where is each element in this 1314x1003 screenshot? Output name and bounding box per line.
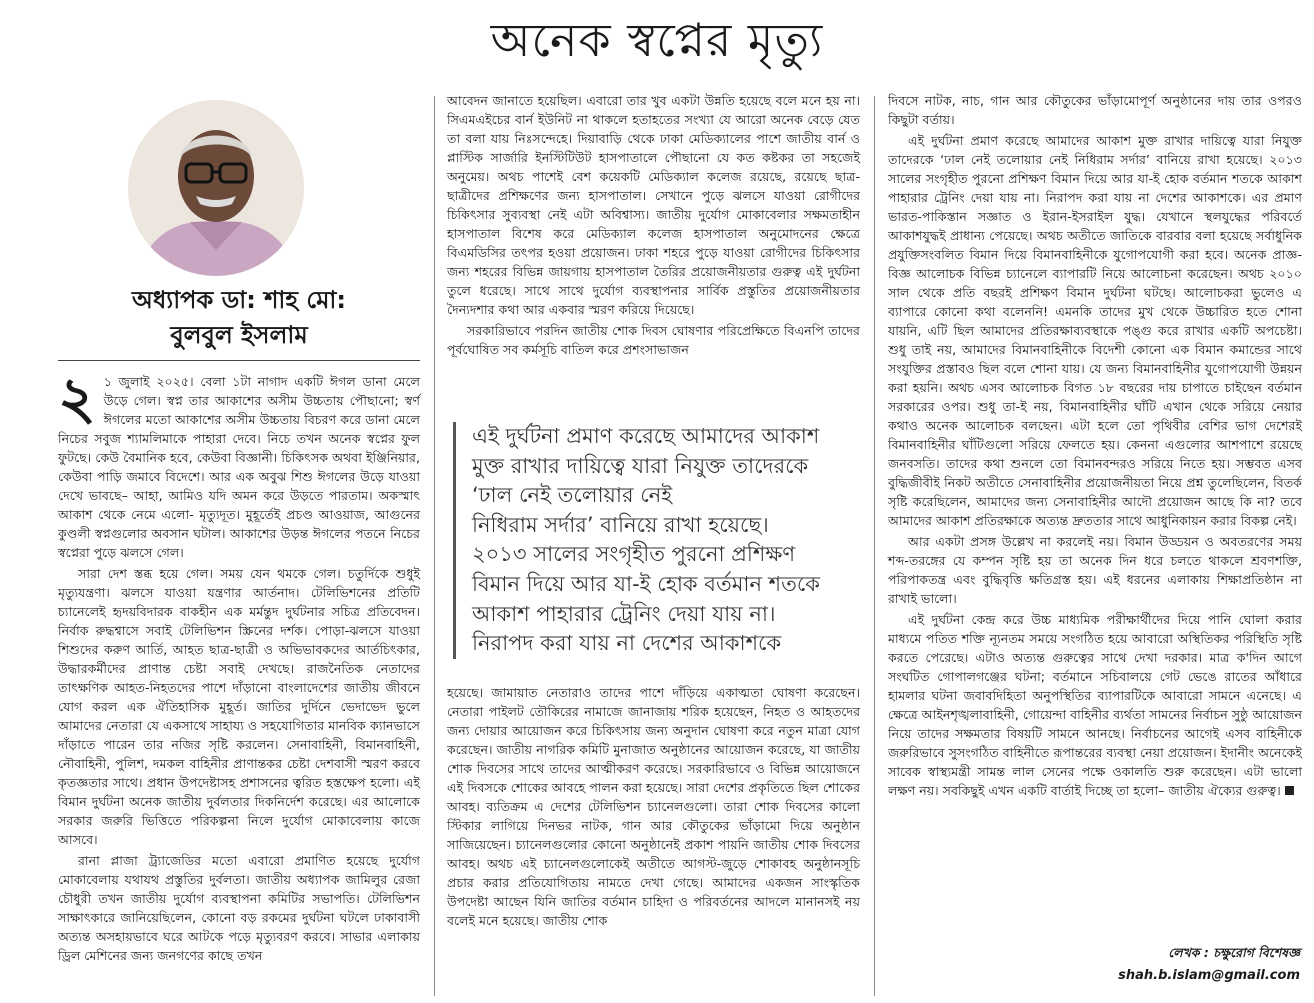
paragraph-text: এই দুর্ঘটনা কেন্দ্র করে উচ্চ মাধ্যমিক পরীক্ষার্থীদের দিয়ে পানি ঘোলা করার মাধ্যমে পতিত শক্তি ন্যূনতম সময়ে সংগঠিত হয়ে আবারো অস্থিতিকর পরিস্থিতি সৃষ্টি করতে পেরেছে। এটাও অত্যন্ত গুরুত্বের সাথে দেখা দরকার। মাত্র ক'দিন আগে সংঘটিত গোপালগঞ্জের ঘটনা; বর্তমানে সচিবালয়ে গেট ভেঙে রাতের আঁধারে হামলার ঘটনা জবাবদিহিতা অনুপস্থিতির ব্যাপারটিকে আবারো সামনে এনেছে। এ ক্ষেত্রে আইনশৃঙ্খলাবাহিনী, গোয়েন্দা বাহিনীর ব্যর্থতা সামনের নির্বাচন সুষ্ঠু আয়োজন নিয়ে তাদের সক্ষমতার বিষয়টি সামনে আনছে। নির্বাচনের আগেই এসব বাহিনীকে জরুরিভাবে সুসংগঠিত বাহিনীতে রূপান্তরের ব্যবস্থা নেয়া প্রয়োজন। ইদানীং অনেকেই সাবেক স্বাস্থ্যমন্ত্রী সামন্ত লাল সেনের পক্ষে ওকালতি শুরু করেছেন। এটা ভালো লক্ষণ নয়। সবকিছুই এখন একটি বার্তাই দিচ্ছে তা হলো– জাতীয় ঐক্যের গুরুত্ব। <box>888 612 1302 798</box>
column-divider-2 <box>874 96 875 996</box>
column-3 <box>888 91 1302 802</box>
end-mark-icon <box>1285 786 1294 795</box>
paragraph: রানা প্লাজা ট্র্যাজেডির মতো এবারো প্রমাণিত হয়েছে দুর্যোগ মোকাবেলায় যথাযথ প্রস্তুতির দুর্বলতা। জাতীয় অধ্যাপক জামিলুর রেজা চৌধুরী তখন জাতীয় দুর্যোগ ব্যবস্থাপনা কমিটির সভাপতি। টেলিভিশন সাক্ষাৎকারে জানিয়েছিলেন, কোনো বড় রকমের দুর্ঘটনা ঘটলে ঢাকাবাসী অত্যন্ত অসহায়ভাবে ঘরে আটকে পড়ে মৃত্যুবরণ করবে। সাভার এলাকায় ড্রিল মেশিনের জন্য জনগণের কাছে তখন <box>58 853 420 963</box>
column-2-top <box>447 91 860 361</box>
author-email: shah.b.islam@gmail.com <box>1118 968 1300 983</box>
paragraph: আর একটা প্রসঙ্গ উল্লেখ না করলেই নয়। বিমান উড্ডয়ন ও অবতরণের সময় শব্দ-তরঙ্গের যে কম্পন সৃষ্টি হয় তা অনেক দিন ধরে চলতে থাকলে শ্রবণশক্তি, পরিপাকতন্ত্র এবং বুদ্ধিবৃত্তি ক্ষতিগ্রস্ত হয়। এই ধরনের এলাকায় শিক্ষাপ্রতিষ্ঠান না রাখাই ভালো। <box>888 534 1302 606</box>
author-name-line2: বুলবুল ইসলাম <box>170 321 308 349</box>
column-1 <box>58 364 420 967</box>
pull-quote-line: এই দুর্ঘটনা প্রমাণ করেছে আমাদের আকাশ <box>472 424 820 448</box>
headline: অনেক স্বপ্নের মৃত্যু <box>490 13 824 67</box>
byline: লেখক : চক্ষুরোগ বিশেষজ্ঞ <box>1168 945 1300 960</box>
paragraph <box>888 610 1302 800</box>
pull-quote <box>453 422 872 659</box>
pull-quote-line: মুক্ত রাখার দায়িত্বে যারা নিযুক্ত তাদেরকে <box>472 453 809 478</box>
paragraph: হয়েছে। জামায়াত নেতারাও তাদের পাশে দাঁড়িয়ে একাত্মতা ঘোষণা করেছেন। নেতারা পাইলট তৌকিরের নামাজে জানাজায় শরিক হয়েছেন, নিহত ও আহতদের জন্য দোয়ার আয়োজন করে চিকিৎসায় জন্য অনুদান ঘোষণা করে নতুন মাত্রা যোগ করেছেন। জাতীয় নাগরিক কমিটি মুনাজাত অনুষ্ঠানের আয়োজন করেছে, যা জাতীয় শোক দিবসের সাথে তাদের আত্মীকরণ করেছে। সরকারিভাবে ও বিভিন্ন আয়োজনে এই দিবসকে শোকের আবহে পালন করা হয়েছে। সারা দেশের প্রকৃতিতে ছিল শোকের আবহ। ব্যতিক্রম এ দেশের টেলিভিশন চ্যানেলগুলো। তারা শোক দিবসের কালো স্টিকার লাগিয়ে দিনভর নাটক, গান আর কৌতুকের ভাঁড়ামো দিয়ে অনুষ্ঠান সাজিয়েছেন। চ্যানেলগুলোর কোনো অনুষ্ঠানেই প্রকাশ পায়নি জাতীয় শোক দিবসের আবহ। অথচ এই চ্যানেলগুলোকেই অতীতে আগস্ট-জুড়ে শোকাবহ অনুষ্ঠানসূচি প্রচার করার প্রতিযোগিতায় নামতে দেখা গেছে। আমাদের একজন সাংস্কৃতিক উপদেষ্টা আছেন যিনি জাতির বর্তমান চাহিদা ও পরিবর্তনের আদলে মানানসই নয় বলেই মনে হয়েছে। জাতীয় শোক <box>447 685 860 928</box>
pull-quote-line: ২০১৩ সালের সংগৃহীত পুরনো প্রশিক্ষণ <box>472 542 796 567</box>
author-photo <box>128 100 304 276</box>
paragraph: দিবসে নাটক, নাচ, গান আর কৌতুকের ভাঁড়ামোপূর্ণ অনুষ্ঠানের দায় তার ওপরও কিছুটা বর্তায়। <box>888 93 1302 127</box>
column-2-bottom <box>447 683 860 932</box>
paragraph-text: ১ জুলাই ২০২৫। বেলা ১টা নাগাদ একটি ঈগল ডানা মেলে উড়ে গেল। স্বপ্ন তার আকাশের অসীম উচ্চতায় পৌছানো; স্বর্ণ ঈগলের মতো আকাশের অসীম উচ্চতায় বিচরণ করে ডানা মেলে নিচের সবুজ শ্যামলিমাকে পাহারা দেবে। নিচে তখন অনেক স্বপ্নের ফুল ফুটছে। কেউ বৈমানিক হবে, কেউবা বিজ্ঞানী। চিকিৎসক অথবা ইঞ্জিনিয়ার, কেউবা পাড়ি জমাবে বিদেশে। আর এক অবুঝ শিশু ঈগলের উড়ে যাওয়া দেখে ভাবছে– আহা, আমিও যদি অমন করে উড়তে পারতাম। অকস্মাৎ আকাশ থেকে নেমে এলো- মৃত্যুদূত। মুহূর্তেই প্রচণ্ড আওয়াজ, আগুনের কুণ্ডলী স্বপ্নগুলোর অবসান ঘটাল। আকাশের উড়ন্ত ঈগলের পতনে নিচের স্বপ্নেরা পুড়ে ঝলসে গেল। <box>58 374 420 560</box>
pull-quote-line: ‘ঢাল নেই তলোয়ার নেই <box>472 483 673 508</box>
author-portrait-image <box>128 100 304 276</box>
author-name-line1: অধ্যাপক ডা: শাহ মো: <box>132 286 346 314</box>
paragraph <box>58 364 420 562</box>
pull-quote-line: বিমান দিয়ে আর যা-ই হোক বর্তমান শতকে <box>472 571 820 596</box>
paragraph: সরকারিভাবে পরদিন জাতীয় শোক দিবস ঘোষণার পরিপ্রেক্ষিতে বিএনপি তাদের পূর্বঘোষিত সব কর্মসূচি বাতিল করে প্রশংসাভাজন <box>447 323 860 357</box>
author-name <box>58 283 420 353</box>
author-divider <box>58 360 420 361</box>
paragraph: সারা দেশ স্তব্ধ হয়ে গেল। সময় যেন থমকে গেল। চতুর্দিকে শুধুই মৃত্যুযন্ত্রণা। ঝলসে যাওয়া যন্ত্রণার আর্তনাদ। টেলিভিশনের প্রতিটি চ্যানেলেই হৃদয়বিদারক বাকহীন এক মর্মন্তুদ দুর্ঘটনার সচিত্র প্রতিবেদন। নির্বাক রুদ্ধশ্বাসে সবাই টেলিভিশন স্ক্রিনের দর্শক। পোড়া-ঝলসে যাওয়া শিশুদের করুণ আর্তি, আহত ছাত্র-ছাত্রী ও অভিভাবকদের আর্তচিৎকার, উদ্ধারকর্মীদের প্রাণান্ত চেষ্টা সবাই দেখছে। রাজনৈতিক নেতাদের তাৎক্ষণিক আহত-নিহতদের পাশে দাঁড়ানো বাংলাদেশের জাতীয় জীবনে যোগ করল এক ঐতিহাসিক মুহূর্ত। জাতির দুর্দিনে ভেদাভেদ ভুলে আমাদের নেতারা যে একসাথে সাহায্য ও সহযোগিতার মানবিক ক্যানভাসে দাঁড়াতে পারেন তার নজির সৃষ্টি করলেন। সেনাবাহিনী, বিমানবাহিনী, নৌবাহিনী, পুলিশ, দমকল বাহিনীর প্রাণান্তকর চেষ্টা দেশবাসী স্মরণ করবে কৃতজ্ঞতার সাথে। প্রধান উপদেষ্টাসহ প্রশাসনের ত্বরিত হস্তক্ষেপ হলো। এই বিমান দুর্ঘটনা অনেক জাতীয় দুর্বলতার দিকনির্দেশ করেছে। এর আলোকে সরকার জরুরি ভিত্তিতে পরিকল্পনা নিলে দুর্যোগ মোকাবেলায় কাজে আসবে। <box>58 566 420 847</box>
dropcap: ২ <box>58 364 96 432</box>
paragraph: আবেদন জানাতে হয়েছিল। এবারো তার খুব একটা উন্নতি হয়েছে বলে মনে হয় না। সিএমএইচের বার্ন ইউনিট না থাকলে হতাহতের সংখ্যা যে আরো অনেক বেড়ে যেত তা বলা যায় নিঃসন্দেহে। দিয়াবাড়ি থেকে ঢাকা মেডিক্যালের পাশে জাতীয় বার্ন ও প্লাস্টিক সার্জারি ইনস্টিটিউট হাসপাতালে পৌছানো যে কত কষ্টকর তা সহজেই অনুমেয়। অথচ পাশেই বেশ কয়েকটি মেডিক্যাল কলেজ রয়েছে, রয়েছে ছাত্র-ছাত্রীদের প্রশিক্ষণের জন্য হাসপাতাল। সেখানে পুড়ে ঝলসে যাওয়া রোগীদের চিকিৎসার সুব্যবস্থা নেই এটা অবিশ্বাস্য। জাতীয় দুর্যোগ মোকাবেলার সক্ষমতাহীন হাসপাতাল বিশেষ করে মেডিক্যাল কলেজ হাসপাতাল অনুমোদনের ক্ষেত্রে বিএমডিসির তৎপর হওয়া প্রয়োজন। ঢাকা শহরে পুড়ে যাওয়া রোগীদের চিকিৎসার জন্য শহরের বিভিন্ন জায়গায় হাসপাতাল তৈরির প্রয়োজনীয়তার গুরুত্ব এই দুর্ঘটনা তুলে ধরেছে। সাথে সাথে দুর্যোগ ব্যবস্থাপনার সার্বিক প্রস্তুতির প্রয়োজনীয়তার দৈন্যদশার কথা আর একবার স্মরণ করিয়ে দিয়েছে। <box>447 93 860 317</box>
pull-quote-line: নিধিরাম সর্দার’ বানিয়ে রাখা হয়েছে। <box>472 512 769 537</box>
column-divider-1 <box>434 96 435 996</box>
pull-quote-line: আকাশ পাহারার ট্রেনিং দেয়া যায় না। <box>472 601 776 626</box>
pull-quote-line: নিরাপদ করা যায় না দেশের আকাশকে <box>472 631 782 656</box>
paragraph: এই দুর্ঘটনা প্রমাণ করেছে আমাদের আকাশ মুক্ত রাখার দায়িত্বে যারা নিযুক্ত তাদেরকে ‘ঢাল নেই তলোয়ার নেই নিধিরাম সর্দার’ বানিয়ে রাখা হয়েছে। ২০১৩ সালের সংগৃহীত পুরনো প্রশিক্ষণ বিমান দিয়ে আর যা-ই হোক বর্তমান শতকে আকাশ পাহারার ট্রেনিং দেয়া যায় না। নিরাপদ করা যায় না দেশের আকাশকে। এর প্রমাণ ভারত-পাকিস্তান সজ্ঞাত ও ইরান-ইসরাইল যুদ্ধ। যেখানে স্থলযুদ্ধের পরিবর্তে আকাশযুদ্ধই প্রাধান্য পেয়েছে। অথচ অতীতে জাতিকে বারবার বলা হয়েছে সর্বাধুনিক প্রযুক্তিসংবলিত বিমান দিয়ে বিমানবাহিনীকে যুগোপযোগী করা হবে। অনেক প্রাজ্ঞ-বিজ্ঞ আলোচক বিভিন্ন চ্যানেলে ব্যাপারটি নিয়ে আলোচনা করেছেন। অথচ ২০১০ সাল থেকে প্রতি বছরই প্রশিক্ষণ বিমান দুর্ঘটনা ঘটছে। আলোচকরা ভুলেও এ ব্যাপারে কোনো কথা বলেননি! এমনকি তাদের মুখ থেকে উচ্চারিত হতে শোনা যায়নি, এটি ছিল আমাদের প্রতিরক্ষাব্যবস্থাকে পঙ্গু করে রাখার একটি অপচেষ্টা। শুধু তাই নয়, আমাদের বিমানবাহিনীকে বিদেশী কোনো এক বিমান কমান্ডের সাথে সংযুক্তির প্রস্তাবও ছিল বলে শোনা যায়। যে জন্য বিমানবাহিনীর যুগোপযোগী উন্নয়ন করা হয়নি। অথচ এসব আলোচক বিগত ১৮ বছরের দায় চাপাতে চাইছেন বর্তমান সরকারের ওপর। শুধু তা-ই নয়, বিমানবাহিনীর ঘাঁটি এখান থেকে সরিয়ে নেয়ার কথাও অনেক আলোচক বলছেন। এটা হলে তো পৃথিবীর বেশির ভাগ দেশেরই বিমানবাহিনীর ঘাঁটিগুলো সরিয়ে ফেলতে হয়। কেননা এগুলোর আশপাশে রয়েছে জনবসতি। তাদের কথা শুনলে তো বিমানবন্দরও সরিয়ে নিতে হয়। সম্ভবত এসব বুদ্ধিজীবীই নিকট অতীতে সেনাবাহিনীর প্রয়োজনীয়তা নিয়ে প্রশ্ন তুলেছিলেন, বিতর্ক সৃষ্টি করেছিলেন, আমাদের জন্য সেনাবাহিনীর আদৌ প্রয়োজন আছে কি না? তবে আমাদের আকাশ প্রতিরক্ষাকে অত্যন্ত দ্রুততার সাথে আধুনিকায়ন করার বিকল্প নেই। <box>888 133 1302 528</box>
